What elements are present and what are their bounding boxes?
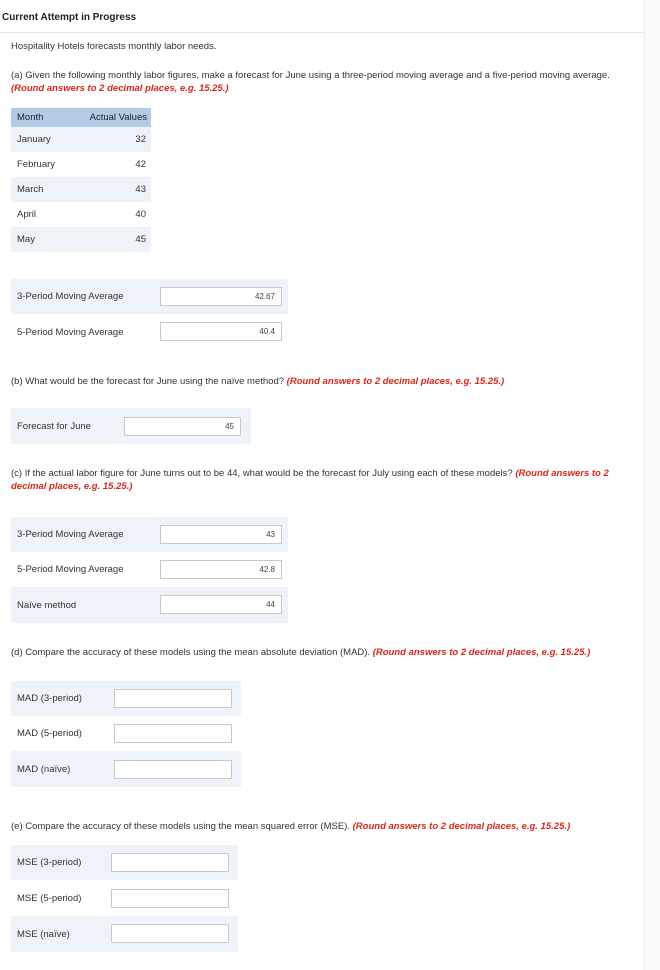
value-cell: 42: [71, 152, 151, 177]
month-cell: February: [11, 152, 71, 177]
part-e-note: (Round answers to 2 decimal places, e.g. 15.25.): [352, 821, 571, 832]
mse5-input[interactable]: [111, 889, 229, 908]
table-row: [11, 177, 151, 202]
month-cell: April: [11, 202, 71, 227]
part-d-question: [11, 646, 636, 659]
part-b-question: [11, 375, 631, 388]
part-b-question-text: (b) What would be the forecast for June using the naïve method?: [11, 376, 285, 387]
msen-input[interactable]: [111, 924, 229, 943]
mse3-input[interactable]: [111, 853, 229, 872]
part-a-note: (Round answers to 2 decimal places, e.g. 15.25.): [11, 83, 229, 94]
ma3-june-input[interactable]: [160, 287, 282, 306]
actual-values-header: Actual Values: [71, 108, 151, 127]
part-c-note: (Round answers to 2 decimal places, e.g. 15.25.): [11, 468, 609, 492]
ma3-july-label: 3-Period Moving Average: [17, 529, 124, 540]
part-c-question-text: (c) If the actual labor figure for June turns out to be 44, what would be the forecast for July using each of these models?: [11, 468, 513, 479]
table-row: [11, 227, 151, 252]
madn-label: MAD (naïve): [17, 764, 71, 775]
value-cell: 45: [71, 227, 151, 252]
part-d-question-text: (d) Compare the accuracy of these models using the mean absolute deviation (MAD).: [11, 647, 371, 658]
part-b-note: (Round answers to 2 decimal places, e.g. 15.25.): [286, 376, 505, 387]
madn-input[interactable]: [114, 760, 232, 779]
ma5-june-input[interactable]: [160, 322, 282, 341]
table-row: [11, 152, 151, 177]
mse5-label: MSE (5-period): [17, 893, 82, 904]
mad3-input[interactable]: [114, 689, 232, 708]
mad5-input[interactable]: [114, 724, 232, 743]
naive-june-input[interactable]: [124, 417, 241, 436]
value-cell: 32: [71, 127, 151, 152]
table-row: [11, 127, 151, 152]
ma5-july-label: 5-Period Moving Average: [17, 564, 124, 575]
page-title: Current Attempt in Progress: [2, 12, 137, 23]
intro-text: Hospitality Hotels forecasts monthly labor needs.: [11, 41, 217, 52]
msen-label: MSE (naïve): [17, 929, 70, 940]
naive-june-label: Forecast for June: [17, 421, 91, 432]
scroll-gutter: [644, 0, 660, 970]
table-row: [11, 202, 151, 227]
ma5-june-label: 5-Period Moving Average: [17, 327, 124, 338]
month-cell: May: [11, 227, 71, 252]
header-bar: [0, 0, 644, 33]
value-cell: 43: [71, 177, 151, 202]
ma3-june-label: 3-Period Moving Average: [17, 291, 124, 302]
mad5-label: MAD (5-period): [17, 728, 82, 739]
part-e-question-text: (e) Compare the accuracy of these models using the mean squared error (MSE).: [11, 821, 350, 832]
month-cell: March: [11, 177, 71, 202]
naive-july-label: Naïve method: [17, 600, 77, 611]
value-cell: 40: [71, 202, 151, 227]
naive-july-input[interactable]: [160, 595, 282, 614]
month-header: Month: [11, 108, 71, 127]
mse3-label: MSE (3-period): [17, 857, 82, 868]
month-cell: January: [11, 127, 71, 152]
part-c-question: [11, 467, 636, 493]
part-d-note: (Round answers to 2 decimal places, e.g. 15.25.): [372, 647, 591, 658]
ma5-july-input[interactable]: [160, 560, 282, 579]
mad3-label: MAD (3-period): [17, 693, 82, 704]
labor-table: [11, 108, 151, 252]
part-e-question: [11, 820, 636, 833]
part-a-question: [11, 69, 631, 95]
ma3-july-input[interactable]: [160, 525, 282, 544]
part-a-question-text: (a) Given the following monthly labor figures, make a forecast for June using a three-period moving average and a five-period moving average.: [11, 70, 610, 81]
